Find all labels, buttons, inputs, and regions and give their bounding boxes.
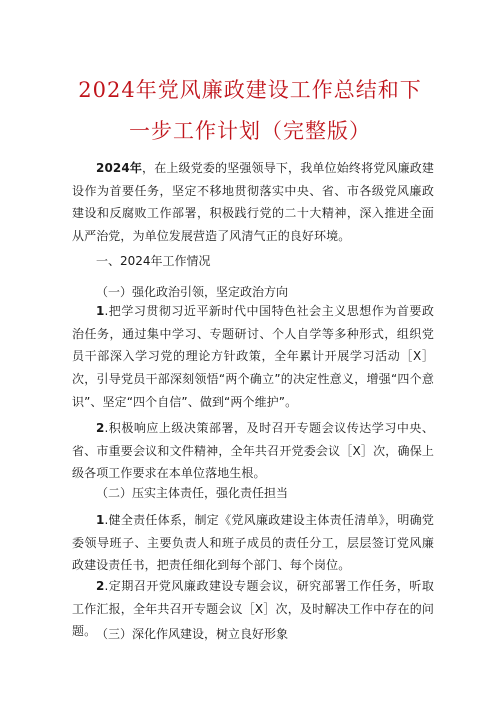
item-2-1	[72, 509, 434, 577]
item-1-1-text: .把学习贯彻习近平新时代中国特色社会主义思想作为首要政治任务，通过集中学习、专题研讨、个人自学等多种形式，组织党员干部深入学习党的理论方针政策，全年累计开展学习活动［X］次，引导党员干部深刻领悟“两个确立”的决定性意义，增强“四个意识”、坚定“四个自信”、做到“两个维护”。	[72, 304, 434, 409]
sub1-heading: （一）强化政治引领，坚定政治方向	[96, 285, 289, 299]
item-2-1-number: 1	[96, 513, 105, 527]
item-1-2-text: .积极响应上级决策部署，及时召开专题会议传达学习中央、省、市重要会议和文件精神，全年共召开党委会议［X］次，确保上级各项工作要求在本单位落地生根。	[72, 421, 434, 481]
item-2-2-number: 2	[96, 579, 105, 593]
section1-heading: 一、2024年工作情况	[96, 254, 211, 268]
item-2-1-text: .健全责任体系，制定《党风廉政建设主体责任清单》，明确党委领导班子、主要负责人和班子成员的责任分工，层层签订党风廉政建设责任书，把责任细化到每个部门、每个岗位。	[72, 513, 434, 573]
item-1-2	[72, 417, 434, 485]
document-title-line2: 一步工作计划（完整版）	[129, 119, 371, 143]
document-title-line1: 2024年党风廉政建设工作总结和下	[78, 78, 422, 102]
intro-year: 2024年	[96, 161, 143, 175]
item-2-2-text: .定期召开党风廉政建设专题会议，研究部署工作任务，听取工作汇报，全年共召开专题会议［X］次，及时解决工作中存在的问题。	[72, 579, 434, 639]
intro-text: ，在上级党委的坚强领导下，我单位始终将党风廉政建设作为首要任务，坚定不移地贯彻落实中央、省、市各级党风廉政建设和反腐败工作部署，积极践行党的二十大精神，深入推进全面从严治党，为单位发展营造了风清气正的良好环境。	[72, 161, 435, 244]
item-1-1	[72, 300, 434, 414]
sub2-heading: （二）压实主体责任，强化责任担当	[96, 486, 289, 500]
item-1-1-number: 1	[96, 304, 105, 318]
intro-paragraph	[72, 157, 434, 248]
sub3-heading: （三）深化作风建设，树立良好形象	[96, 627, 289, 641]
item-1-2-number: 2	[96, 421, 105, 435]
